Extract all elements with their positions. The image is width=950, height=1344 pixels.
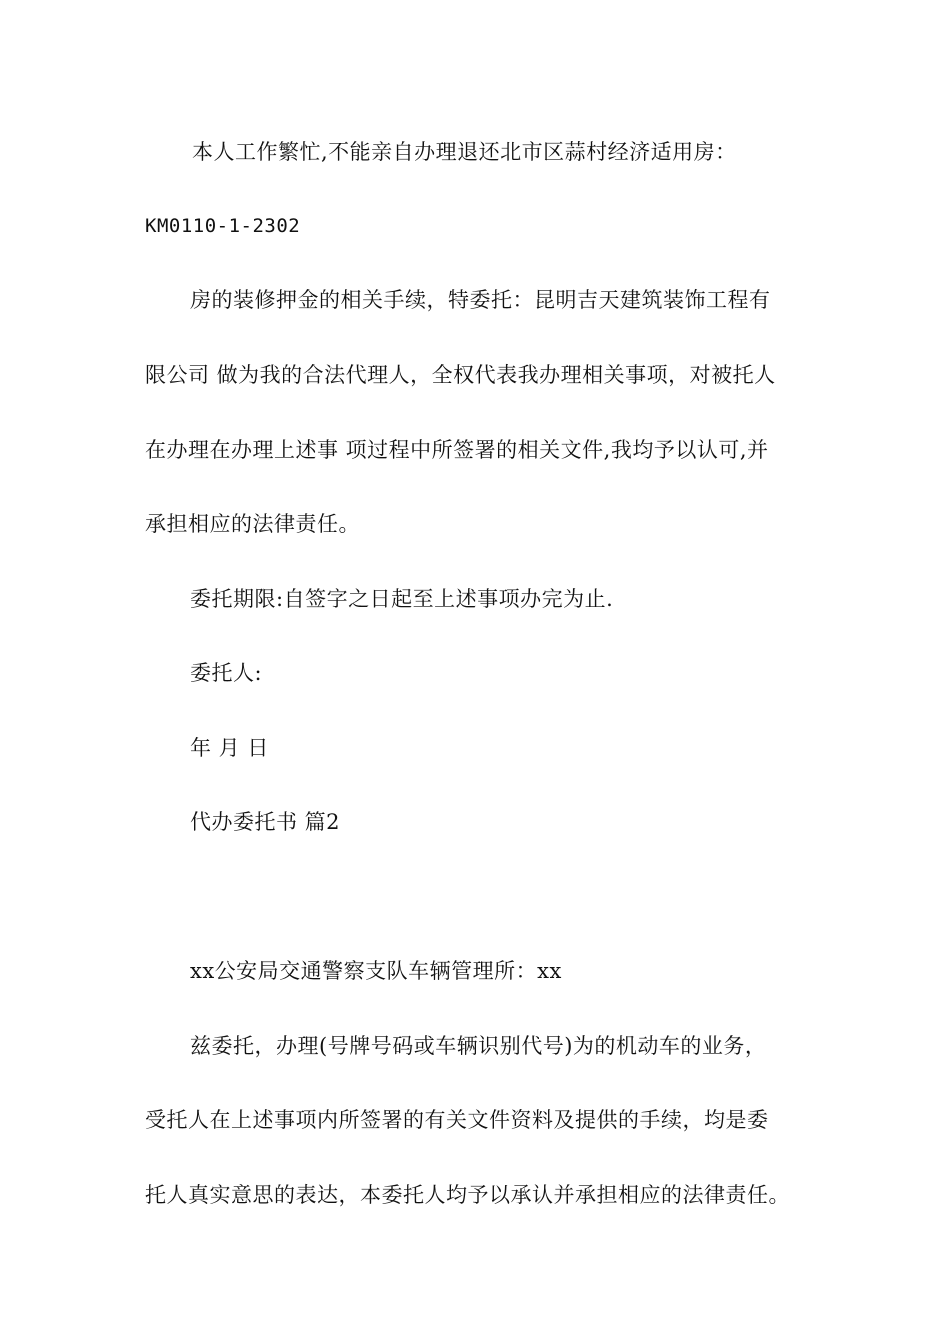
paragraph-line-13: 受托人在上述事项内所签署的有关文件资料及提供的手续，均是委 (145, 1108, 769, 1132)
paragraph-line-12: 兹委托，办理(号牌号码或车辆识别代号)为的机动车的业务， (190, 1034, 767, 1058)
paragraph-line-1: 本人工作繁忙,不能亲自办理退还北市区蒜村经济适用房： (192, 140, 737, 164)
paragraph-line-4: 限公司 做为我的合法代理人，全权代表我办理相关事项，对被托人 (145, 363, 776, 387)
addressee-line: xx公安局交通警察支队车辆管理所：xx (190, 959, 562, 983)
paragraph-line-14: 托人真实意思的表达，本委托人均予以承认并承担相应的法律责任。 (145, 1183, 790, 1207)
paragraph-line-3: 房的装修押金的相关手续，特委托：昆明吉天建筑装饰工程有 (190, 288, 771, 312)
paragraph-line-2: KM0110-1-2302 (145, 215, 301, 237)
paragraph-line-6: 承担相应的法律责任。 (145, 512, 360, 536)
entrust-period-line: 委托期限:自签字之日起至上述事项办完为止. (190, 587, 614, 611)
section-title: 代办委托书 篇2 (190, 810, 341, 834)
date-line: 年 月 日 (190, 736, 269, 760)
paragraph-line-5: 在办理在办理上述事 项过程中所签署的相关文件,我均予以认可,并 (145, 438, 769, 462)
entrustor-line: 委托人: (190, 661, 263, 685)
